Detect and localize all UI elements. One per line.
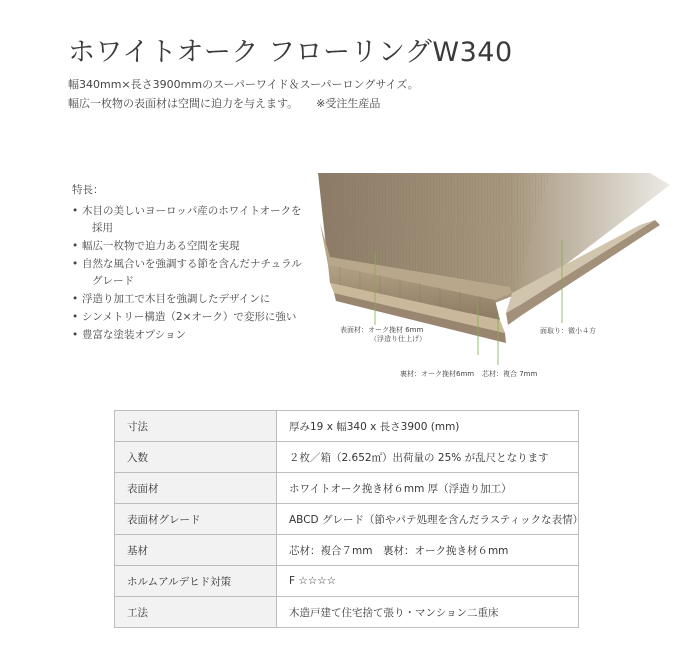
spec-value: ABCD グレード（節やパテ処理を含んだラスティックな表情） <box>277 504 579 535</box>
flooring-board-illustration <box>300 165 670 395</box>
feature-item <box>72 203 302 237</box>
feature-text: 幅広一枚物で迫力ある空間を実現 <box>82 240 240 252</box>
spec-key: 寸法 <box>115 411 277 442</box>
spec-value: 厚み19 x 幅340 x 長さ3900 (mm) <box>277 411 579 442</box>
feature-item <box>72 291 302 308</box>
spec-key: ホルムアルデヒド対策 <box>115 566 277 597</box>
feature-text-cont: 採用 <box>92 222 113 234</box>
spec-value: F ☆☆☆☆ <box>277 566 579 597</box>
intro-line-2-text: 幅広一枚物の表面材は空間に迫力を与えます。 <box>68 97 299 110</box>
feature-item <box>72 327 302 344</box>
table-row <box>115 411 579 442</box>
feature-text: 豊富な塗装オプション <box>82 329 187 341</box>
table-row <box>115 442 579 473</box>
feature-text: シンメトリー構造（2×オーク）で変形に強い <box>82 311 297 323</box>
table-row <box>115 566 579 597</box>
made-to-order-note: ※受注生産品 <box>316 97 381 110</box>
surface-material-callout <box>340 326 426 344</box>
spec-key: 表面材 <box>115 473 277 504</box>
spec-value: ホワイトオーク挽き材６mm 厚（浮造り加工） <box>277 473 579 504</box>
spec-key: 基材 <box>115 535 277 566</box>
spec-key: 入数 <box>115 442 277 473</box>
spec-table <box>114 410 584 628</box>
table-row <box>115 473 579 504</box>
feature-text: 木目の美しいヨーロッパ産のホワイトオークを <box>82 205 302 217</box>
feature-text: 自然な風合いを強調する節を含んだナチュラル <box>82 258 302 270</box>
table-row <box>115 504 579 535</box>
back-material-callout: 裏材：オーク挽材6mm <box>400 370 475 378</box>
intro-text <box>68 75 419 113</box>
core-material-callout: 芯材：複合 7mm <box>482 370 538 378</box>
table-row <box>115 597 579 628</box>
features-heading: 特長： <box>72 184 104 196</box>
feature-item <box>72 256 302 290</box>
feature-item <box>72 309 302 326</box>
spec-value: 芯材：複合７mm 裏材：オーク挽き材６mm <box>277 535 579 566</box>
spec-key: 表面材グレード <box>115 504 277 535</box>
page-title: ホワイトオーク フローリングW340 <box>68 37 513 69</box>
feature-text-cont: グレード <box>92 275 134 287</box>
feature-item <box>72 238 302 255</box>
chamfer-callout: 面取り：微小４方 <box>540 327 596 335</box>
feature-text: 浮造り加工で木目を強調したデザインに <box>82 293 271 305</box>
surface-finish-label: （浮造り仕上げ） <box>370 335 426 343</box>
spec-key: 工法 <box>115 597 277 628</box>
intro-line-1: 幅340mm×長さ3900mmのスーパーワイド＆スーパーロングサイズ。 <box>68 78 419 91</box>
features-list <box>72 182 302 345</box>
spec-value: 木造戸建て住宅捨て張り・マンション二重床 <box>277 597 579 628</box>
flooring-cross-section-figure <box>300 165 670 395</box>
spec-value: ２枚／箱（2.652㎡）出荷量の 25% が乱尺となります <box>277 442 579 473</box>
table-row <box>115 535 579 566</box>
surface-material-label: 表面材：オーク挽材 6mm <box>340 326 424 334</box>
intro-line-2 <box>68 94 419 113</box>
